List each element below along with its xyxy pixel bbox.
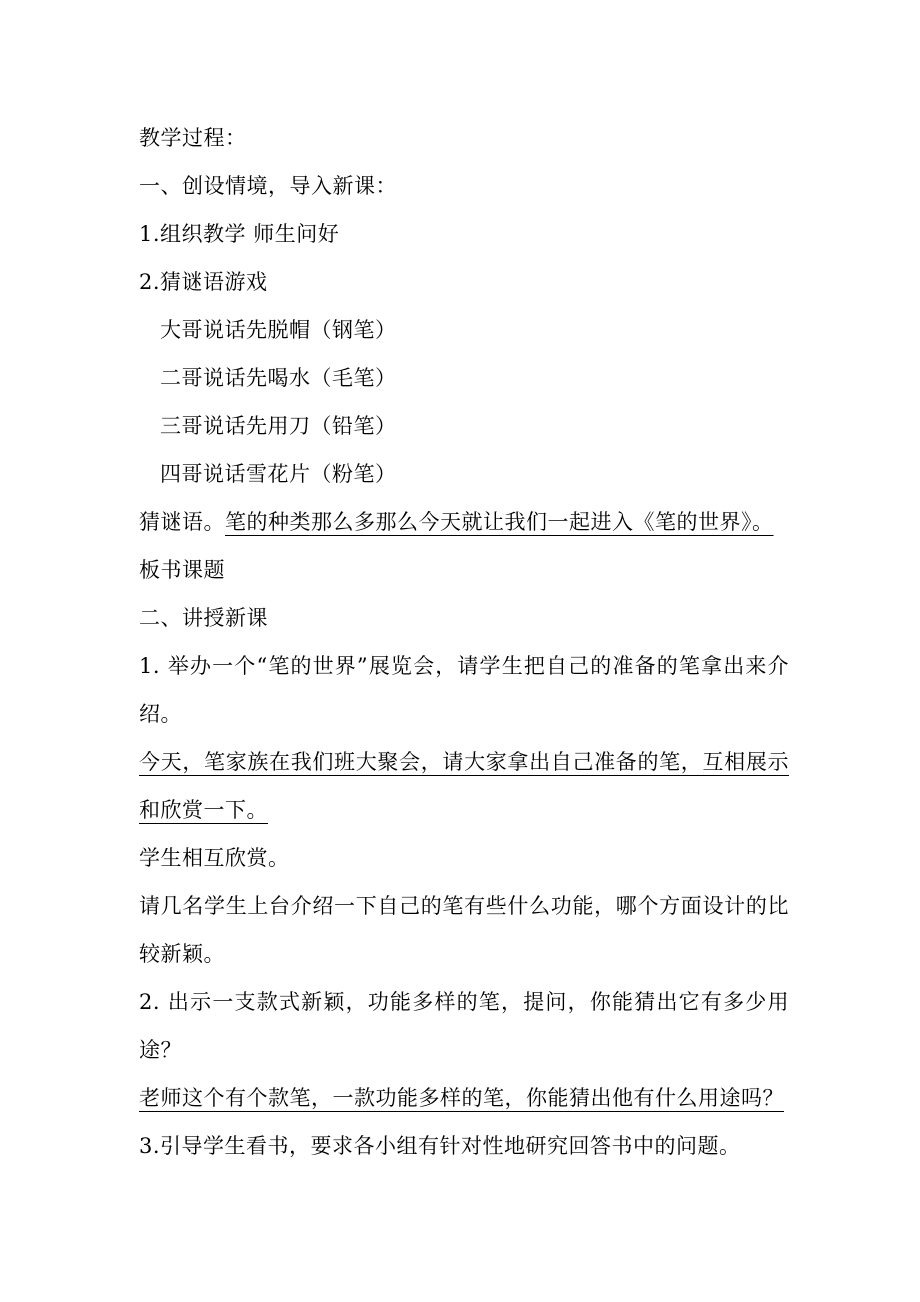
section2-item2-underlined: 老师这个有个款笔，一款功能多样的笔，你能猜出他有什么用途吗？ xyxy=(139,1086,784,1110)
section1-title: 一、创设情境，导入新课： xyxy=(139,174,397,198)
section2-item1: 1. 举办一个“笔的世界”展览会，请学生把自己的准备的笔拿出来介绍。 xyxy=(139,654,789,726)
section1-item1: 1.组织教学 师生问好 xyxy=(139,222,340,246)
section2-item1-intro: 请几名学生上台介绍一下自己的笔有些什么功能，哪个方面设计的比较新颖。 xyxy=(139,894,789,966)
document-body xyxy=(139,114,789,1170)
section1-item2: 2.猜谜语游戏 xyxy=(139,270,268,294)
riddle-line: 二哥说话先喝水（毛笔） xyxy=(160,366,397,390)
riddle-result xyxy=(139,498,789,546)
riddle-line: 三哥说话先用刀（铅笔） xyxy=(160,414,397,438)
riddle-line: 四哥说话雪花片（粉笔） xyxy=(160,462,397,486)
section2-item2: 2. 出示一支款式新颖，功能多样的笔，提问，你能猜出它有多少用途？ xyxy=(139,990,789,1062)
section2-title: 二、讲授新课 xyxy=(139,606,268,630)
riddle-result-prefix: 猜谜语。 xyxy=(139,510,225,534)
board-title: 板书课题 xyxy=(139,558,225,582)
doc-heading: 教学过程： xyxy=(139,126,247,150)
section2-item3: 3.引导学生看书，要求各小组有针对性地研究回答书中的问题。 xyxy=(139,1134,741,1158)
section2-item1-students: 学生相互欣赏。 xyxy=(139,846,290,870)
riddle-line: 大哥说话先脱帽（钢笔） xyxy=(160,318,397,342)
riddle-result-underlined: 笔的种类那么多那么今天就让我们一起进入《笔的世界》。 xyxy=(225,510,774,534)
section2-item1-underlined: 今天，笔家族在我们班大聚会，请大家拿出自己准备的笔，互相展示和欣赏一下。 xyxy=(139,750,789,822)
